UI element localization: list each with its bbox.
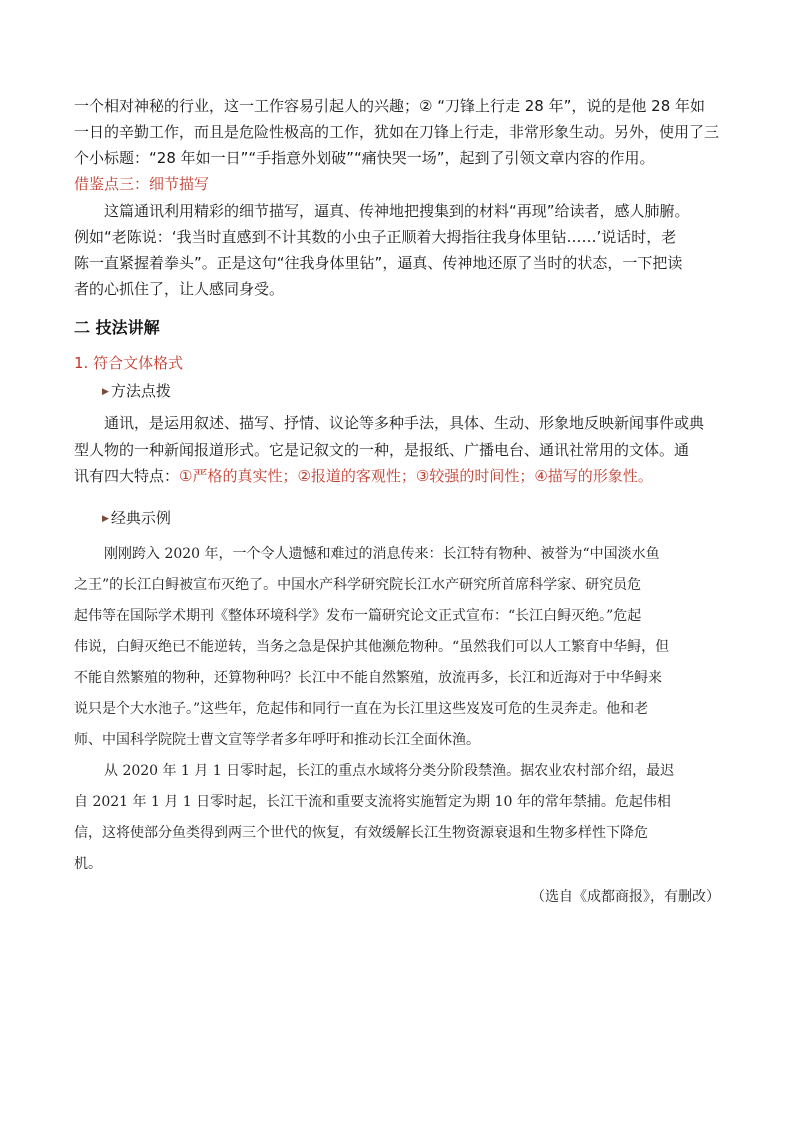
paragraph-line: 一日的辛勤工作，而且是危险性极高的工作，犹如在刀锋上行走，非常形象生动。另外，使用了三 bbox=[74, 123, 720, 141]
example-line: 伟说，白鲟灭绝已不能逆转，当务之急是保护其他濒危物种。“虽然我们可以人工繁育中华鲟，但 bbox=[74, 639, 670, 655]
paragraph-line: 通讯，是运用叙述、描写、抒情、议论等多种手法，具体、生动、形象地反映新闻事件或典 bbox=[104, 414, 705, 432]
example-line: 从 2020 年 1 月 1 日零时起，长江的重点水域将分类分阶段禁渔。据农业农村部介绍，最迟 bbox=[104, 763, 675, 779]
example-line: 说只是个大水池子。”这些年，危起伟和同行一直在为长江里这些岌岌可危的生灵奔走。他和老 bbox=[74, 701, 649, 717]
example-line: 信，这将使部分鱼类得到两三个世代的恢复，有效缓解长江生物资源衰退和生物多样性下降危 bbox=[74, 825, 648, 841]
paragraph-line: 者的心抓住了，让人感同身受。 bbox=[74, 280, 285, 298]
features-list: ①严格的真实性；②报道的客观性；③较强的时间性；④描写的形象性。 bbox=[179, 467, 653, 485]
example-line: 起伟等在国际学术期刊《整体环境科学》发布一篇研究论文正式宣布：“长江白鲟灭绝。”危起 bbox=[74, 608, 642, 624]
section-heading: 二 技法讲解 bbox=[74, 318, 160, 337]
method-label-text: 方法点拨 bbox=[110, 382, 171, 400]
paragraph-line bbox=[74, 463, 720, 489]
example-line: 之王”的长江白鲟被宣布灭绝了。中国水产科学研究院长江水产研究所首席科学家、研究员危 bbox=[74, 577, 642, 593]
point3-heading: 借鉴点三：细节描写 bbox=[74, 175, 210, 193]
features-prefix: 讯有四大特点： bbox=[74, 467, 180, 485]
paragraph-line: 一个相对神秘的行业，这一工作容易引起人的兴趣；② “刀锋上行走 28 年”，说的是他 28 年如 bbox=[74, 97, 706, 115]
triangle-bullet-icon: ▶ bbox=[102, 514, 109, 524]
triangle-bullet-icon: ▶ bbox=[102, 387, 109, 397]
example-label-text: 经典示例 bbox=[110, 509, 171, 527]
example-line: 机。 bbox=[74, 856, 102, 872]
paragraph-line: 这篇通讯利用精彩的细节描写，逼真、传神地把搜集到的材料“再现”给读者，感人肺腑。 bbox=[104, 202, 690, 220]
paragraph-line: 例如“老陈说：‘我当时直感到不计其数的小虫子正顺着大拇指往我身体里钻……’说话时，老 bbox=[74, 228, 677, 246]
example-line: 不能自然繁殖的物种，还算物种吗？长江中不能自然繁殖，放流再多，长江和近海对于中华鲟来 bbox=[74, 670, 662, 686]
source-citation: （选自《成都商报》，有删改） bbox=[531, 889, 720, 905]
example-line: 自 2021 年 1 月 1 日零时起，长江干流和重要支流将实施暂定为期 10 年的常年禁捕。危起伟相 bbox=[74, 794, 671, 810]
subsection-heading: 1. 符合文体格式 bbox=[74, 354, 184, 372]
paragraph-line: 个小标题：“28 年如一日”“手指意外划破”“痛快哭一场”，起到了引领文章内容的作用。 bbox=[74, 149, 655, 167]
example-label bbox=[102, 505, 748, 532]
paragraph-line: 型人物的一种新闻报道形式。它是记叙文的一种，是报纸、广播电台、通讯社常用的文体。通 bbox=[74, 441, 690, 459]
method-label bbox=[102, 378, 748, 405]
example-line: 刚刚跨入 2020 年，一个令人遗憾和难过的消息传来：长江特有物种、被誉为“中国淡水鱼 bbox=[104, 546, 660, 562]
example-line: 师、中国科学院院士曹文宣等学者多年呼吁和推动长江全面休渔。 bbox=[74, 732, 480, 748]
paragraph-line: 陈一直紧握着拳头”。正是这句“往我身体里钻”，逼真、传神地还原了当时的状态，一下把读 bbox=[74, 254, 683, 272]
